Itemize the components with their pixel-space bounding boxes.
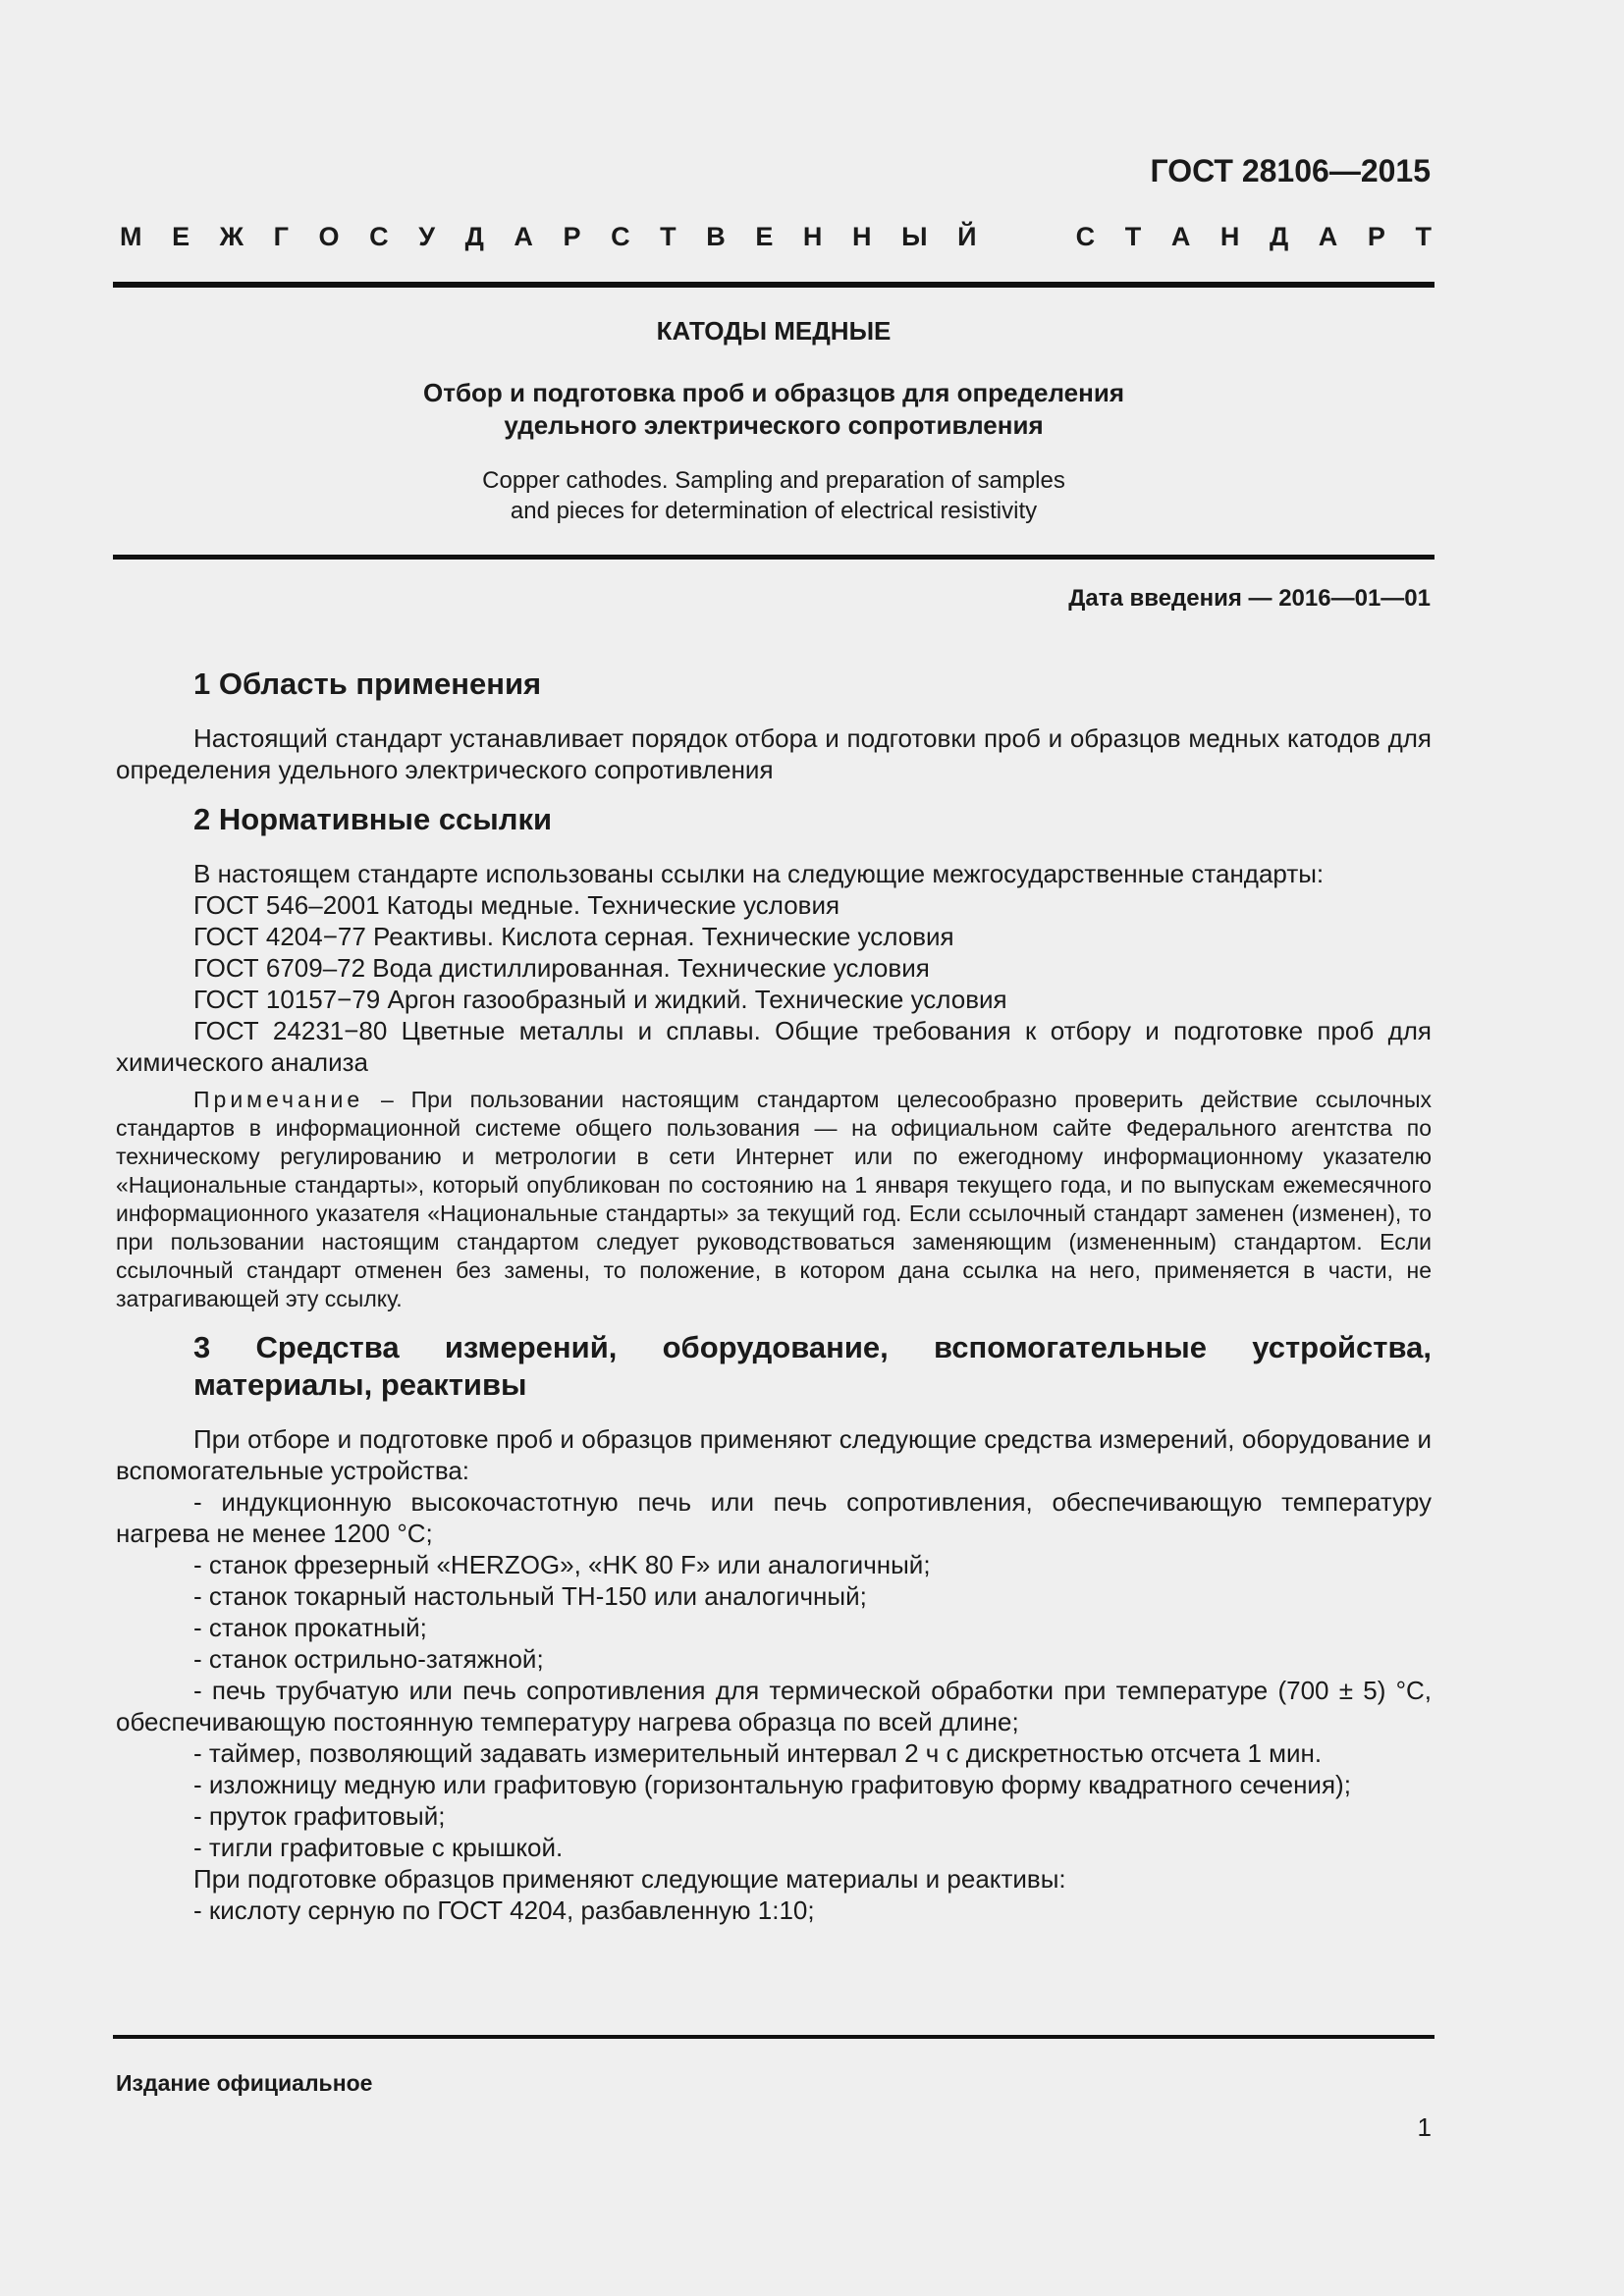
banner-letter: А [514, 222, 533, 251]
banner-letter: Н [1219, 222, 1240, 251]
standard-number: ГОСТ 28106—2015 [1150, 153, 1431, 188]
equipment-item: - станок токарный настольный ТН-150 или аналогичный; [193, 1581, 867, 1611]
english-title-line-2: and pieces for determination of electrical resistivity [510, 498, 1038, 524]
banner-letter: О [318, 222, 340, 251]
banner-letter: Т [660, 222, 677, 251]
banner-letter: Ы [901, 222, 928, 251]
banner-letter: Р [1367, 222, 1385, 251]
interstate-standard-banner [120, 222, 1432, 252]
banner-letter: Р [563, 222, 581, 251]
banner-letter: С [369, 222, 389, 251]
section-1-heading: 1 Область применения [193, 667, 542, 701]
reference-item: ГОСТ 546–2001 Катоды медные. Технические условия [193, 890, 840, 920]
reference-item: ГОСТ 4204−77 Реактивы. Кислота серная. Технические условия [193, 922, 954, 951]
equipment-item: - тигли графитовые с крышкой. [193, 1833, 564, 1862]
section-3-intro: При отборе и подготовке проб и образцов применяют следующие средства измерений, оборудование и вспомогательные устройства: [116, 1424, 1432, 1485]
section-2-heading: 2 Нормативные ссылки [193, 802, 553, 836]
official-edition-label: Издание официальное [116, 2070, 373, 2096]
reference-item: ГОСТ 10157−79 Аргон газообразный и жидкий. Технические условия [193, 985, 1007, 1014]
banner-letter: Н [852, 222, 872, 251]
equipment-item: - станок острильно-затяжной; [193, 1644, 544, 1674]
banner-letter: Д [1269, 222, 1289, 251]
subtitle-line-1: Отбор и подготовка проб и образцов для определения [423, 378, 1124, 407]
material-item: - кислоту серную по ГОСТ 4204, разбавленную 1:10; [193, 1896, 815, 1925]
page-number: 1 [1417, 2112, 1432, 2142]
banner-letter: С [611, 222, 630, 251]
banner-letter: В [706, 222, 726, 251]
introduction-date: Дата введения — 2016—01—01 [1068, 585, 1431, 612]
banner-letter: С [1075, 222, 1096, 251]
note-label: Примечание [193, 1087, 364, 1112]
section-2-intro: В настоящем стандарте использованы ссылки на следующие межгосударственные стандарты: [193, 859, 1325, 888]
equipment-item: - печь трубчатую или печь сопротивления для термической обработки при температуре (700 ± 5) °С, обеспечивающую постоянную температуру нагрева образца по всей длине; [116, 1676, 1432, 1736]
equipment-item: - изложницу медную или графитовую (горизонтальную графитовую форму квадратного сечения); [193, 1770, 1351, 1799]
section-1-text: Настоящий стандарт устанавливает порядок отбора и подготовки проб и образцов медных катодов для определения удельного электрического сопротивления [116, 723, 1432, 784]
banner-letter: Д [464, 222, 484, 251]
document-title: КАТОДЫ МЕДНЫЕ [656, 316, 892, 346]
banner-letter: Е [755, 222, 774, 251]
normative-references-list [116, 889, 1432, 1078]
equipment-item: - станок фрезерный «HERZOG», «HK 80 F» или аналогичный; [193, 1550, 931, 1579]
banner-letter: Т [1124, 222, 1142, 251]
document-subtitle [113, 377, 1435, 442]
equipment-item: - станок прокатный; [193, 1613, 427, 1642]
banner-letter: У [418, 222, 436, 251]
banner-letter: М [120, 222, 142, 251]
banner-letter: Т [1415, 222, 1432, 251]
banner-word-gap [1006, 222, 1046, 252]
banner-letter: Н [802, 222, 823, 251]
references-note [116, 1086, 1432, 1313]
subtitle-line-2: удельного электрического сопротивления [504, 410, 1044, 440]
materials-intro: При подготовке образцов применяют следующие материалы и реактивы: [193, 1864, 1066, 1894]
equipment-item: - таймер, позволяющий задавать измерительный интервал 2 ч с дискретностью отсчета 1 мин. [193, 1738, 1323, 1768]
document-body [116, 666, 1432, 1926]
materials-list [116, 1895, 1432, 1926]
banner-letter: Е [172, 222, 190, 251]
note-text: – При пользовании настоящим стандартом целесообразно проверить действие ссылочных стандартов в информационной системе общего пользования — на официальном сайте Федерального агентства по техническому регулированию и метрологии в сети Интернет или по ежегодному информационному указателю «Национальные стандарты», который опубликован по состоянию на 1 января текущего года, и по выпускам ежемесячного информационного указателя «Национальные стандарты» за текущий год. Если ссылочный стандарт заменен (изменен), то при пользовании настоящим стандартом следует руководствоваться заменяющим (измененным) стандартом. Если ссылочный стандарт отменен без замены, то положение, в котором дана ссылка на него, применяется в части, не затрагивающей эту ссылку. [116, 1087, 1433, 1311]
banner-letter: Ж [219, 222, 244, 251]
top-rule [113, 282, 1435, 288]
reference-item: ГОСТ 6709–72 Вода дистиллированная. Технические условия [193, 953, 930, 983]
english-title-line-1: Copper cathodes. Sampling and preparation of samples [482, 467, 1065, 494]
equipment-item: - индукционную высокочастотную печь или печь сопротивления, обеспечивающую температуру нагрева не менее 1200 °С; [116, 1487, 1432, 1548]
banner-letter: А [1318, 222, 1338, 251]
equipment-list [116, 1486, 1432, 1863]
banner-letter: А [1170, 222, 1191, 251]
reference-item: ГОСТ 24231−80 Цветные металлы и сплавы. Общие требования к отбору и подготовке проб для химического анализа [116, 1016, 1432, 1077]
english-title [113, 465, 1435, 526]
equipment-item: - пруток графитовый; [193, 1801, 446, 1831]
banner-letter: Й [957, 222, 977, 251]
banner-letter: Г [273, 222, 289, 251]
title-bottom-rule [113, 555, 1435, 560]
section-3-heading: 3 Средства измерений, оборудование, вспомогательные устройства, материалы, реактивы [193, 1330, 1432, 1402]
footer-rule [113, 2035, 1435, 2039]
